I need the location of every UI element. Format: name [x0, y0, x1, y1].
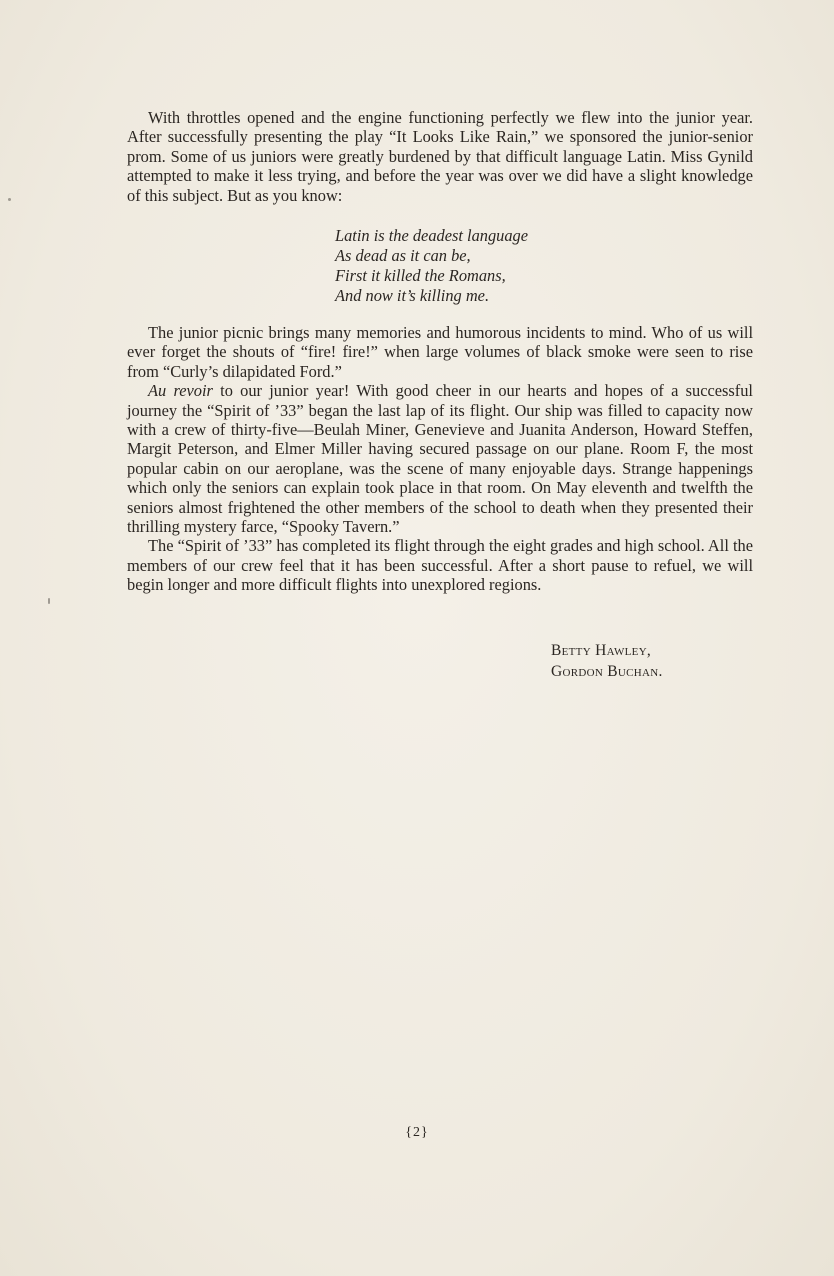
remaining-paragraphs — [127, 323, 753, 595]
signature-name: Gordon Buchan. — [551, 663, 663, 680]
paragraph-1-text: With throttles opened and the engine functioning perfectly we flew into the junior year. After successfully presenting the play “It Looks Like Rain,” we sponsored the junior-senior prom. Some of us juniors were greatly burdened by that difficult language Latin. Miss Gynild attempted to make it less trying, and before the year was over we did have a slight knowledge of this subject. But as you know: — [127, 108, 753, 205]
latin-poem — [335, 226, 528, 306]
poem-line: As dead as it can be, — [335, 246, 471, 265]
poem-line: And now it’s killing me. — [335, 286, 490, 305]
poem-line: First it killed the Romans, — [335, 266, 506, 285]
signature-block — [551, 640, 663, 682]
signature-name: Betty Hawley, — [551, 642, 652, 659]
au-revoir-text: Au revoir — [148, 381, 213, 401]
poem-line: Latin is the deadest language — [335, 226, 529, 245]
paragraph-2-text: The junior picnic brings many memories and humorous incidents to mind. Who of us will ever forget the shouts of “fire! fire!” when large volumes of black smoke were seen to rise from “Curly’s dilapidated Ford.” — [127, 323, 753, 381]
page-number: {2} — [405, 1125, 429, 1140]
paper-speck — [8, 198, 11, 201]
paragraph-junior-year — [127, 108, 753, 205]
paragraph-4-text: The “Spirit of ’33” has completed its flight through the eight grades and high school. All the members of our crew feel that it has been successful. After a short pause to refuel, we will begin longer and more difficult flights into unexplored regions. — [127, 536, 753, 595]
paragraph-3-text: to our junior year! With good cheer in our hearts and hopes of a successful journey the “Spirit of ’33” began the last lap of its flight. Our ship was filled to capacity now with a crew of thirty-five—Beulah Miner, Genevieve and Juanita Anderson, Howard Steffen, Margit Peterson, and Elmer Miller having secured passage on our plane. Room F, the most popular cabin on our aeroplane, was the scene of many enjoyable days. Strange happenings which only the seniors can explain took place in that room. On May eleventh and twelfth the seniors almost frightened the other members of the school to death when they presented their thrilling mystery farce, “Spooky Tavern.” — [127, 381, 753, 537]
paragraph-3 — [127, 381, 753, 536]
paper-speck — [48, 598, 50, 604]
